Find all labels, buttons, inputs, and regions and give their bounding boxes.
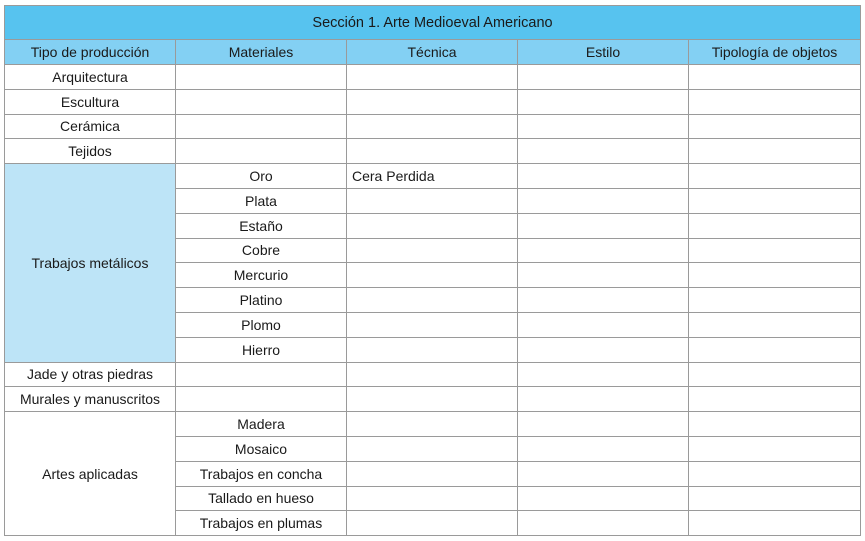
row-label-murales: Murales y manuscritos	[5, 387, 176, 412]
material-cell: Trabajos en plumas	[176, 511, 347, 536]
empty-cell	[176, 89, 347, 114]
row-label-escultura: Escultura	[5, 89, 176, 114]
table-title: Sección 1. Arte Medioeval Americano	[5, 6, 861, 40]
material-cell: Cobre	[176, 238, 347, 263]
empty-cell	[347, 387, 518, 412]
empty-cell	[518, 288, 689, 313]
empty-cell	[176, 65, 347, 90]
empty-cell	[176, 114, 347, 139]
empty-cell	[689, 511, 861, 536]
empty-cell	[347, 65, 518, 90]
material-cell: Hierro	[176, 337, 347, 362]
empty-cell	[689, 238, 861, 263]
title-row	[5, 6, 861, 40]
table-row	[5, 65, 861, 90]
material-cell: Estaño	[176, 213, 347, 238]
material-cell: Tallado en hueso	[176, 486, 347, 511]
empty-cell	[518, 139, 689, 164]
empty-cell	[347, 461, 518, 486]
material-cell: Plata	[176, 188, 347, 213]
row-label-tejidos: Tejidos	[5, 139, 176, 164]
empty-cell	[518, 263, 689, 288]
empty-cell	[347, 312, 518, 337]
empty-cell	[347, 288, 518, 313]
table-row	[5, 387, 861, 412]
header-tipo: Tipo de producción	[5, 40, 176, 65]
empty-cell	[689, 164, 861, 189]
empty-cell	[347, 89, 518, 114]
material-cell: Platino	[176, 288, 347, 313]
empty-cell	[689, 288, 861, 313]
material-cell: Plomo	[176, 312, 347, 337]
table-row	[5, 412, 861, 437]
empty-cell	[347, 139, 518, 164]
empty-cell	[176, 139, 347, 164]
material-cell: Oro	[176, 164, 347, 189]
empty-cell	[689, 337, 861, 362]
material-cell: Madera	[176, 412, 347, 437]
tecnica-cell: Cera Perdida	[347, 164, 518, 189]
empty-cell	[518, 461, 689, 486]
empty-cell	[689, 486, 861, 511]
empty-cell	[518, 65, 689, 90]
empty-cell	[347, 238, 518, 263]
header-tipologia: Tipología de objetos	[689, 40, 861, 65]
empty-cell	[689, 461, 861, 486]
table-row	[5, 362, 861, 387]
empty-cell	[689, 114, 861, 139]
header-estilo: Estilo	[518, 40, 689, 65]
row-label-trabajos-metalicos: Trabajos metálicos	[5, 164, 176, 362]
empty-cell	[689, 263, 861, 288]
empty-cell	[518, 164, 689, 189]
empty-cell	[689, 139, 861, 164]
empty-cell	[518, 213, 689, 238]
empty-cell	[689, 65, 861, 90]
empty-cell	[347, 188, 518, 213]
empty-cell	[518, 436, 689, 461]
header-materiales: Materiales	[176, 40, 347, 65]
empty-cell	[347, 263, 518, 288]
row-label-ceramica: Cerámica	[5, 114, 176, 139]
empty-cell	[347, 114, 518, 139]
empty-cell	[518, 89, 689, 114]
table-row	[5, 114, 861, 139]
row-label-artes-aplicadas: Artes aplicadas	[5, 412, 176, 536]
empty-cell	[689, 412, 861, 437]
row-label-arquitectura: Arquitectura	[5, 65, 176, 90]
empty-cell	[518, 511, 689, 536]
empty-cell	[518, 114, 689, 139]
empty-cell	[176, 387, 347, 412]
empty-cell	[689, 436, 861, 461]
empty-cell	[689, 387, 861, 412]
empty-cell	[347, 213, 518, 238]
table-row	[5, 89, 861, 114]
table-row	[5, 139, 861, 164]
empty-cell	[347, 486, 518, 511]
empty-cell	[518, 337, 689, 362]
empty-cell	[518, 362, 689, 387]
empty-cell	[347, 412, 518, 437]
material-cell: Mercurio	[176, 263, 347, 288]
empty-cell	[689, 312, 861, 337]
art-classification-table	[4, 5, 861, 536]
empty-cell	[347, 362, 518, 387]
empty-cell	[689, 213, 861, 238]
empty-cell	[689, 188, 861, 213]
table-row	[5, 164, 861, 189]
empty-cell	[518, 312, 689, 337]
empty-cell	[176, 362, 347, 387]
empty-cell	[347, 337, 518, 362]
empty-cell	[518, 188, 689, 213]
header-row	[5, 40, 861, 65]
empty-cell	[518, 387, 689, 412]
empty-cell	[689, 89, 861, 114]
empty-cell	[518, 486, 689, 511]
empty-cell	[347, 436, 518, 461]
row-label-jade: Jade y otras piedras	[5, 362, 176, 387]
header-tecnica: Técnica	[347, 40, 518, 65]
material-cell: Trabajos en concha	[176, 461, 347, 486]
empty-cell	[518, 238, 689, 263]
empty-cell	[689, 362, 861, 387]
material-cell: Mosaico	[176, 436, 347, 461]
empty-cell	[518, 412, 689, 437]
empty-cell	[347, 511, 518, 536]
